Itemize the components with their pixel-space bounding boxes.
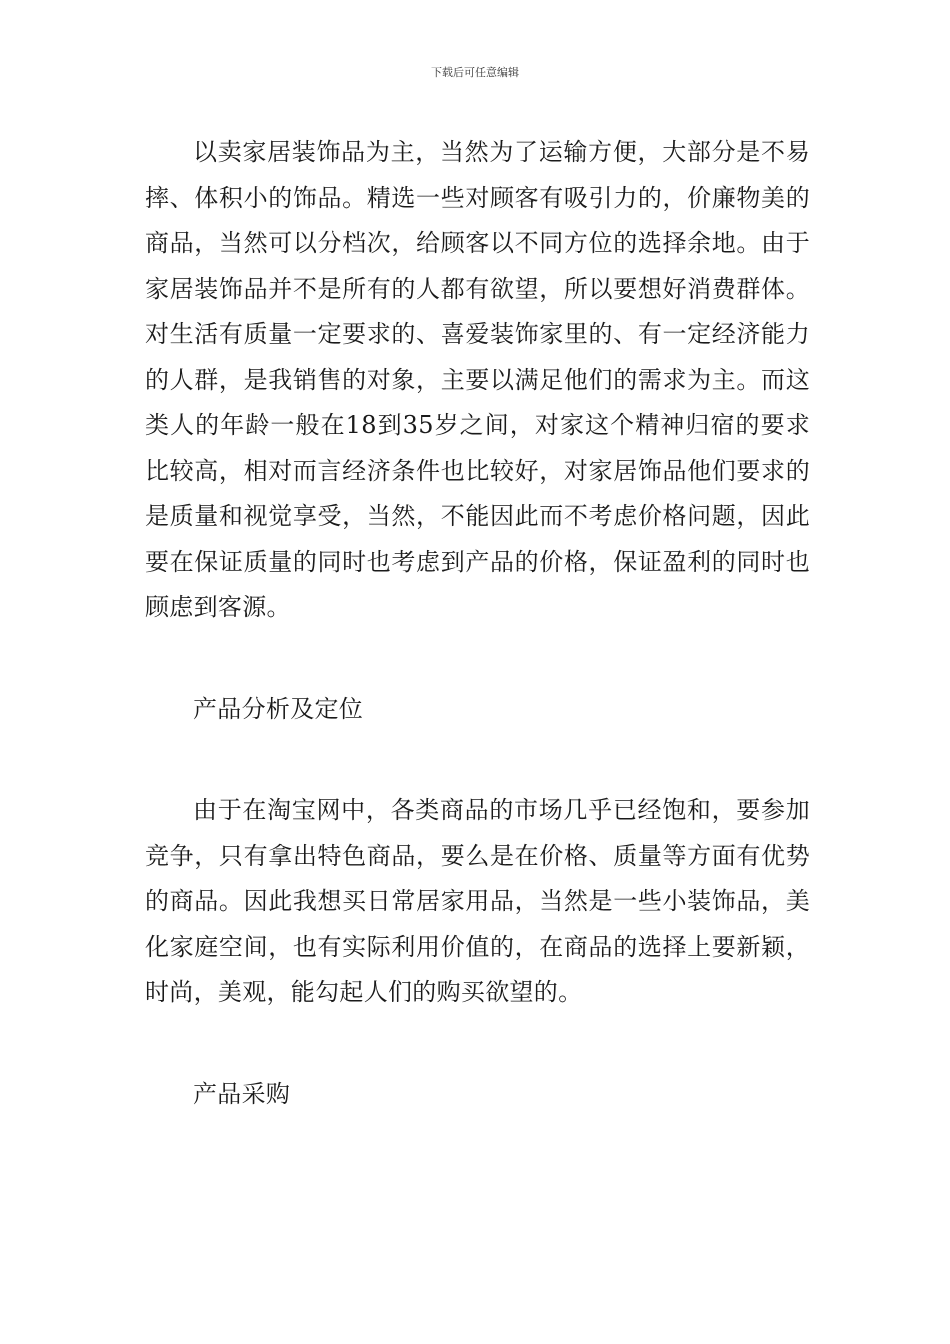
spacer (145, 631, 810, 687)
spacer (145, 1016, 810, 1072)
document-body (145, 130, 810, 1117)
paragraph-product-positioning: 由于在淘宝网中，各类商品的市场几乎已经饱和，要参加竞争，只有拿出特色商品，要么是在价格、质量等方面有优势的商品。因此我想买日常居家用品，当然是一些小装饰品，美化家庭空间，也有实际利用价值的，在商品的选择上要新颖，时尚，美观，能勾起人们的购买欲望的。 (145, 796, 810, 1006)
page-header-note: 下载后可任意编辑 (431, 66, 519, 79)
spacer (145, 732, 810, 788)
section-heading-product-purchasing: 产品采购 (193, 1079, 291, 1108)
section-heading-product-analysis: 产品分析及定位 (193, 694, 364, 723)
paragraph-target-market: 以卖家居装饰品为主，当然为了运输方便，大部分是不易摔、体积小的饰品。精选一些对顾客有吸引力的，价廉物美的商品，当然可以分档次，给顾客以不同方位的选择余地。由于家居装饰品并不是所有的人都有欲望，所以要想好消费群体。对生活有质量一定要求的、喜爱装饰家里的、有一定经济能力的人群，是我销售的对象，主要以满足他们的需求为主。而这类人的年龄一般在18到35岁之间，对家这个精神归宿的要求比较高，相对而言经济条件也比较好，对家居饰品他们要求的是质量和视觉享受，当然，不能因此而不考虑价格问题，因此要在保证质量的同时也考虑到产品的价格，保证盈利的同时也顾虑到客源。 (145, 138, 810, 621)
